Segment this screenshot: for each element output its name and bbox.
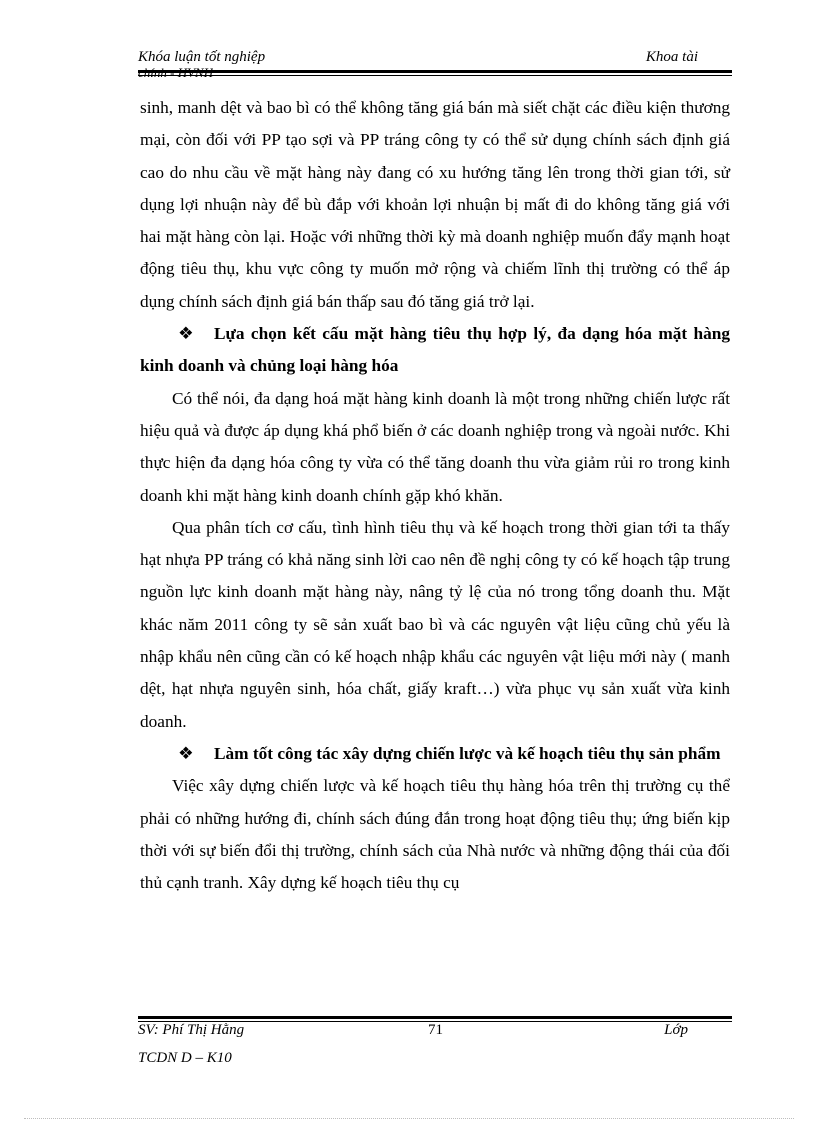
header-title: Khóa luận tốt nghiệp xyxy=(138,49,266,65)
heading-strategy xyxy=(140,738,730,770)
diamond-bullet-icon: ❖ xyxy=(178,324,194,344)
diamond-bullet-icon: ❖ xyxy=(178,743,194,763)
footer-class-label: Lớp xyxy=(664,1022,688,1038)
heading-product-mix xyxy=(140,318,730,383)
footer-rule-thick xyxy=(138,1016,732,1019)
footer-class-value: TCDN D – K10 xyxy=(138,1050,232,1066)
paragraph-pricing: sinh, manh dệt và bao bì có thể không tăng giá bán mà siết chặt các điều kiện thương mại, còn đối với PP tạo sợi và PP tráng công ty có thể sử dụng chính sách định giá cao do nhu cầu về mặt hàng này đang có xu hướng tăng lên trong thời gian tới, sử dụng lợi nhuận này để bù đắp với khoản lợi nhuận bị mất đi do không tăng giá với hai mặt hàng còn lại. Hoặc với những thời kỳ mà doanh nghiệp muốn đẩy mạnh hoạt động tiêu thụ, khu vực công ty muốn mở rộng và chiếm lĩnh thị trường có thể áp dụng chính sách định giá bán thấp sau đó tăng giá trở lại. xyxy=(140,98,730,311)
heading-strategy-text: Làm tốt công tác xây dựng chiến lược và kế hoạch tiêu thụ sản phẩm xyxy=(214,743,721,763)
page-body xyxy=(140,92,730,899)
header-rule-thin xyxy=(138,75,732,76)
heading-product-mix-text: Lựa chọn kết cấu mặt hàng tiêu thụ hợp lý, đa dạng hóa mặt hàng kinh doanh và chủng loại hàng hóa xyxy=(140,324,730,376)
page-number: 71 xyxy=(428,1022,443,1038)
page-footer xyxy=(138,1021,732,1081)
paragraph-sales-plan: Việc xây dựng chiến lược và kế hoạch tiêu thụ hàng hóa trên thị trường cụ thể phải có những hướng đi, chính sách đúng đắn trong hoạt động tiêu thụ; ứng biến kịp thời với sự biến đổi thị trường, chính sách của Nhà nước và những động thái của đối thủ cạnh tranh. Xây dựng kế hoạch tiêu thụ cụ xyxy=(140,776,730,893)
paragraph-diversification: Có thể nói, đa dạng hoá mặt hàng kinh doanh là một trong những chiến lược rất hiệu quả và được áp dụng khá phổ biến ở các doanh nghiệp trong và ngoài nước. Khi thực hiện đa dạng hóa công ty vừa có thể tăng doanh thu vừa giảm rủi ro trong kinh doanh khi mặt hàng kinh doanh chính gặp khó khăn. xyxy=(140,388,730,505)
page-break-dotted-line xyxy=(24,1118,794,1119)
footer-student-name: SV: Phí Thị Hằng xyxy=(138,1022,245,1038)
header-rule-thick xyxy=(138,70,732,73)
paragraph-analysis: Qua phân tích cơ cấu, tình hình tiêu thụ và kế hoạch trong thời gian tới ta thấy hạt nhựa PP tráng có khả năng sinh lời cao nên đề nghị công ty có kế hoạch tập trung nguồn lực kinh doanh mặt hàng này, nâng tỷ lệ của nó trong tổng doanh thu. Mặt khác năm 2011 công ty sẽ sản xuất bao bì và các nguyên vật liệu cũng chủ yếu là nhập khẩu nên cũng cần có kế hoạch nhập khẩu các nguyên vật liệu mới này ( manh dệt, hạt nhựa nguyên sinh, hóa chất, giấy kraft…) vừa phục vụ sản xuất vừa kinh doanh. xyxy=(140,517,730,731)
header-department: Khoa tài xyxy=(645,49,698,65)
